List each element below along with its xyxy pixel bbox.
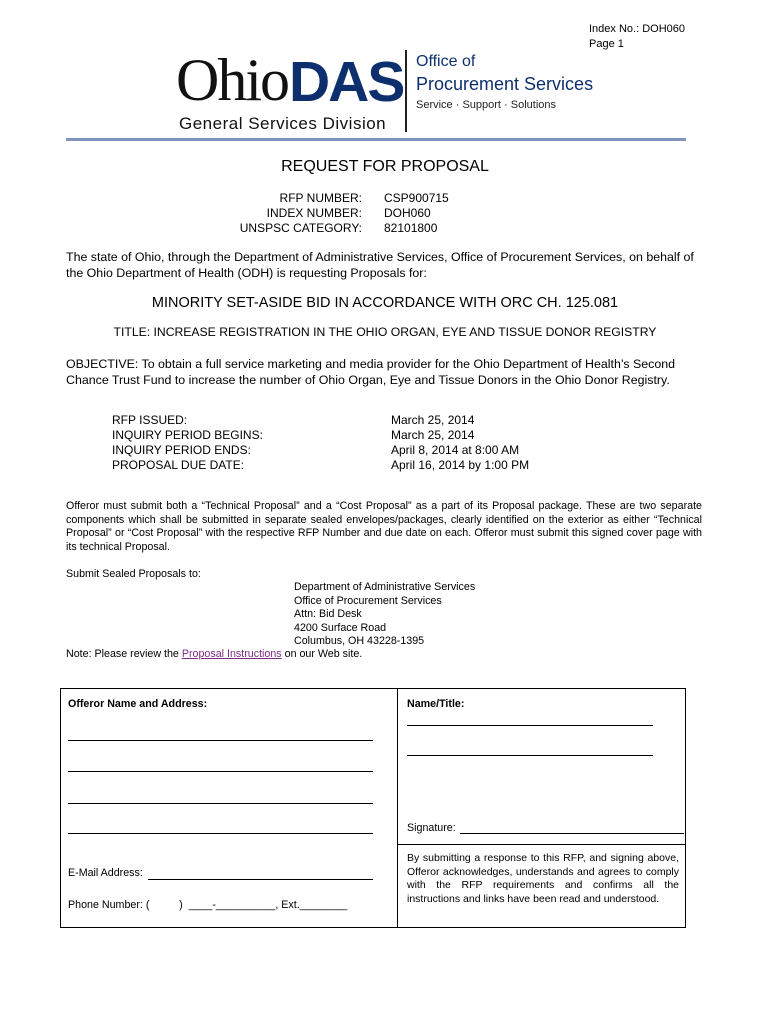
inquiry-ends-label: INQUIRY PERIOD ENDS: <box>112 443 251 457</box>
note-suffix: on our Web site. <box>281 648 363 660</box>
inquiry-begins-value: March 25, 2014 <box>391 428 475 442</box>
logo-division-text: General Services Division <box>179 114 387 133</box>
signature-label: Signature: <box>407 822 456 834</box>
address-line: Columbus, OH 43228-1395 <box>294 635 425 647</box>
logo-ohio-text: Ohio <box>176 47 288 113</box>
form-row-divider <box>397 844 685 845</box>
email-label: E-Mail Address: <box>68 867 143 879</box>
rfp-number-value: CSP900715 <box>384 191 449 205</box>
submission-address <box>294 581 475 649</box>
phone-field[interactable]: Phone Number: ( ) ____-__________, Ext.________ <box>68 899 348 911</box>
name-title-line-2[interactable] <box>407 755 653 756</box>
note-line <box>66 648 362 660</box>
signature-field[interactable] <box>460 833 684 834</box>
rfp-number-label: RFP NUMBER: <box>279 191 362 205</box>
unspsc-value: 82101800 <box>384 221 438 235</box>
minority-heading: MINORITY SET-ASIDE BID IN ACCORDANCE WITH ORC CH. 125.081 <box>151 295 619 311</box>
intro-paragraph: The state of Ohio, through the Department of Administrative Services, Office of Procurement Services, on behalf of the Ohio Department of Health (ODH) is requesting Proposals for: <box>66 250 694 280</box>
dates-values <box>391 413 529 473</box>
inquiry-ends-value: April 8, 2014 at 8:00 AM <box>391 443 520 457</box>
index-number-label: INDEX NUMBER: <box>266 206 362 220</box>
due-date-value: April 16, 2014 by 1:00 PM <box>391 458 530 472</box>
dates-labels <box>112 413 263 473</box>
email-field[interactable] <box>148 879 373 880</box>
name-title-line-1[interactable] <box>407 725 653 726</box>
offeror-address-line-3[interactable] <box>68 803 373 804</box>
due-date-label: PROPOSAL DUE DATE: <box>112 458 245 472</box>
page-title: REQUEST FOR PROPOSAL <box>281 158 489 175</box>
offeror-address-line-4[interactable] <box>68 833 373 834</box>
form-column-divider <box>397 688 398 927</box>
unspsc-label: UNSPSC CATEGORY: <box>239 221 362 235</box>
inquiry-begins-label: INQUIRY PERIOD BEGINS: <box>112 428 263 442</box>
header-rule <box>66 138 686 141</box>
rfp-issued-label: RFP ISSUED: <box>112 413 188 427</box>
note-prefix: Note: Please review the <box>66 648 182 660</box>
offeror-address-line-1[interactable] <box>68 740 373 741</box>
rfp-info-labels <box>200 191 362 236</box>
index-number-value: DOH060 <box>384 206 431 220</box>
address-line: 4200 Surface Road <box>294 621 387 634</box>
offeror-address-line-2[interactable] <box>68 771 373 772</box>
logo-tagline: Service · Support · Solutions <box>416 99 557 111</box>
offeror-instructions: Offeror must submit both a “Technical Proposal” and a “Cost Proposal” as a part of its Proposal package. These are two separate components which shall be submitted in separate sealed envelopes/packages, clearly identified on the exterior as either “Technical Proposal” or “Cost Proposal” with the respective RFP Number and due date on each. Offeror must submit this signed cover page with its technical Proposal. <box>66 500 702 553</box>
rfp-title: TITLE: INCREASE REGISTRATION IN THE OHIO ORGAN, EYE AND TISSUE DONOR REGISTRY <box>113 325 657 339</box>
logo-office-line2: Procurement Services <box>416 74 594 94</box>
logo-das-text: DAS <box>289 50 404 114</box>
logo-divider <box>405 50 407 132</box>
objective-paragraph: OBJECTIVE: To obtain a full service marketing and media provider for the Ohio Department of Health’s Second Chance Trust Fund to increase the number of Ohio Organ, Eye and Tissue Donors in the Ohio Donor Registry. <box>66 357 676 387</box>
logo-office-line1: Office of <box>416 53 476 70</box>
acknowledgement-text: By submitting a response to this RFP, and signing above, Offeror acknowledges, understands and agrees to comply with the RFP requirements and confirms all the instructions and links have been read and understood. <box>407 852 679 905</box>
index-number: Index No.: DOH060 <box>589 23 685 35</box>
proposal-instructions-link[interactable]: Proposal Instructions <box>181 648 282 660</box>
name-title-label: Name/Title: <box>407 698 465 710</box>
rfp-info-values <box>384 191 449 236</box>
rfp-issued-value: March 25, 2014 <box>391 413 475 427</box>
submit-label: Submit Sealed Proposals to: <box>66 568 201 580</box>
offeror-name-label: Offeror Name and Address: <box>68 698 208 710</box>
page-number: Page 1 <box>589 38 624 50</box>
address-line: Department of Administrative Services <box>294 581 476 593</box>
index-block <box>589 22 685 52</box>
address-line: Attn: Bid Desk <box>294 608 362 620</box>
address-line: Office of Procurement Services <box>294 594 442 607</box>
